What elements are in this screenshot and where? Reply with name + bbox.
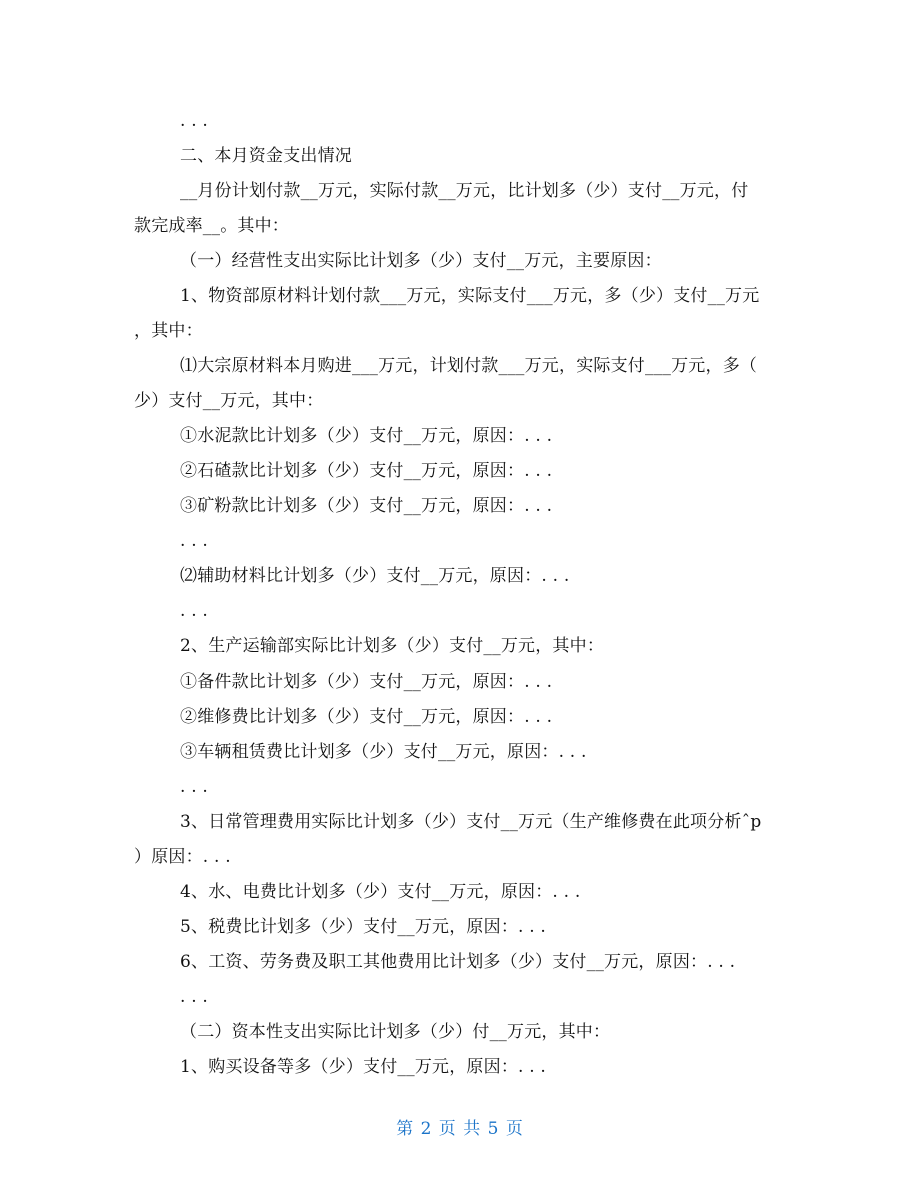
text-line: 3、日常管理费用实际比计划多（少）支付__万元（生产维修费在此项分析ˆp [180, 812, 762, 832]
text-line: ③矿粉款比计划多（少）支付__万元，原因：. . . [180, 496, 553, 516]
text-line: 4、水、电费比计划多（少）支付__万元，原因：. . . [180, 882, 581, 902]
text-line: 1、物资部原材料计划付款___万元，实际支付___万元，多（少）支付__万元 [180, 286, 760, 306]
text-line: ⑵辅助材料比计划多（少）支付__万元，原因：. . . [180, 566, 570, 586]
text-line: . . . [180, 531, 209, 551]
text-line: ②石碴款比计划多（少）支付__万元，原因：. . . [180, 461, 553, 481]
text-line: . . . [180, 111, 209, 131]
text-line: 2、生产运输部实际比计划多（少）支付__万元，其中： [180, 636, 605, 656]
text-line: 5、税费比计划多（少）支付__万元，原因：. . . [180, 917, 547, 937]
text-line: . . . [180, 987, 209, 1007]
text-line: 6、工资、劳务费及职工其他费用比计划多（少）支付__万元，原因：. . . [180, 952, 736, 972]
text-line: . . . [180, 601, 209, 621]
text-line: 1、购买设备等多（少）支付__万元，原因：. . . [180, 1057, 547, 1077]
text-line: ，其中： [134, 321, 203, 341]
subsection-heading: （二）资本性支出实际比计划多（少）付__万元，其中： [180, 1022, 611, 1042]
text-line: . . . [180, 777, 209, 797]
text-line: ）原因：. . . [134, 847, 231, 867]
text-line: 少）支付__万元，其中： [134, 391, 324, 411]
page-number-footer: 第 2 页 共 5 页 [396, 1119, 524, 1139]
text-line: ①备件款比计划多（少）支付__万元，原因：. . . [180, 672, 553, 692]
text-line: ⑴大宗原材料本月购进___万元，计划付款___万元，实际支付___万元，多（ [180, 356, 758, 376]
text-line: ①水泥款比计划多（少）支付__万元，原因：. . . [180, 426, 553, 446]
section-heading: 二、本月资金支出情况 [180, 146, 352, 166]
text-line: ③车辆租赁费比计划多（少）支付__万元，原因：. . . [180, 742, 587, 762]
text-line: 款完成率__。其中： [134, 216, 289, 236]
text-line: __月份计划付款__万元，实际付款__万元，比计划多（少）支付__万元，付 [180, 181, 749, 201]
text-line: ②维修费比计划多（少）支付__万元，原因：. . . [180, 707, 553, 727]
subsection-heading: （一）经营性支出实际比计划多（少）支付__万元，主要原因： [180, 251, 662, 271]
